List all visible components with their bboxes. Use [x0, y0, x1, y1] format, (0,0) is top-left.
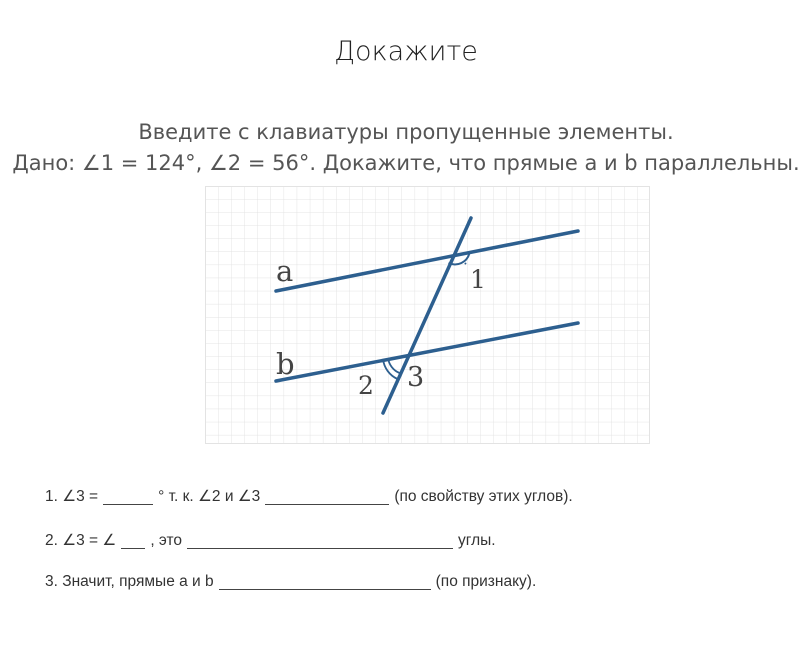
task-3 [45, 573, 536, 591]
task-1-text-middle: ° т. к. ∠2 и ∠3 [158, 488, 261, 505]
geometry-figure [205, 186, 650, 444]
angle1-arc [465, 263, 466, 264]
label-angle-2: 2 [358, 371, 374, 400]
task-1-text-start: 1. ∠3 = [45, 488, 99, 505]
task-3-text-start: 3. Значит, прямые a и b [45, 573, 214, 590]
label-line-a: a [276, 254, 294, 288]
task-1-text-end: (по свойству этих углов). [394, 488, 573, 505]
angle3-value-field[interactable] [103, 488, 153, 505]
task-2 [45, 531, 496, 550]
given-text: Дано: ∠1 = 124°, ∠2 = 56°. Докажите, что прямые a и b параллельны. [12, 151, 800, 175]
label-angle-1: 1 [470, 265, 486, 294]
task-2-text-end: углы. [458, 532, 496, 549]
angle-pair-type-field[interactable] [265, 488, 389, 505]
angle-number-field[interactable] [121, 532, 145, 549]
page-title: Докажите [334, 36, 478, 67]
label-line-b: b [276, 347, 295, 381]
label-angle-3: 3 [407, 362, 425, 393]
instruction-text: Введите с клавиатуры пропущенные элементы. [138, 120, 674, 144]
task-2-text-start: 2. ∠3 = ∠ [45, 532, 117, 549]
task-1 [45, 487, 573, 506]
task-2-text-middle: , это [150, 532, 183, 549]
conclusion-field[interactable] [219, 573, 431, 590]
angle-kind-field[interactable] [187, 532, 453, 549]
task-3-text-end: (по признаку). [435, 573, 537, 590]
